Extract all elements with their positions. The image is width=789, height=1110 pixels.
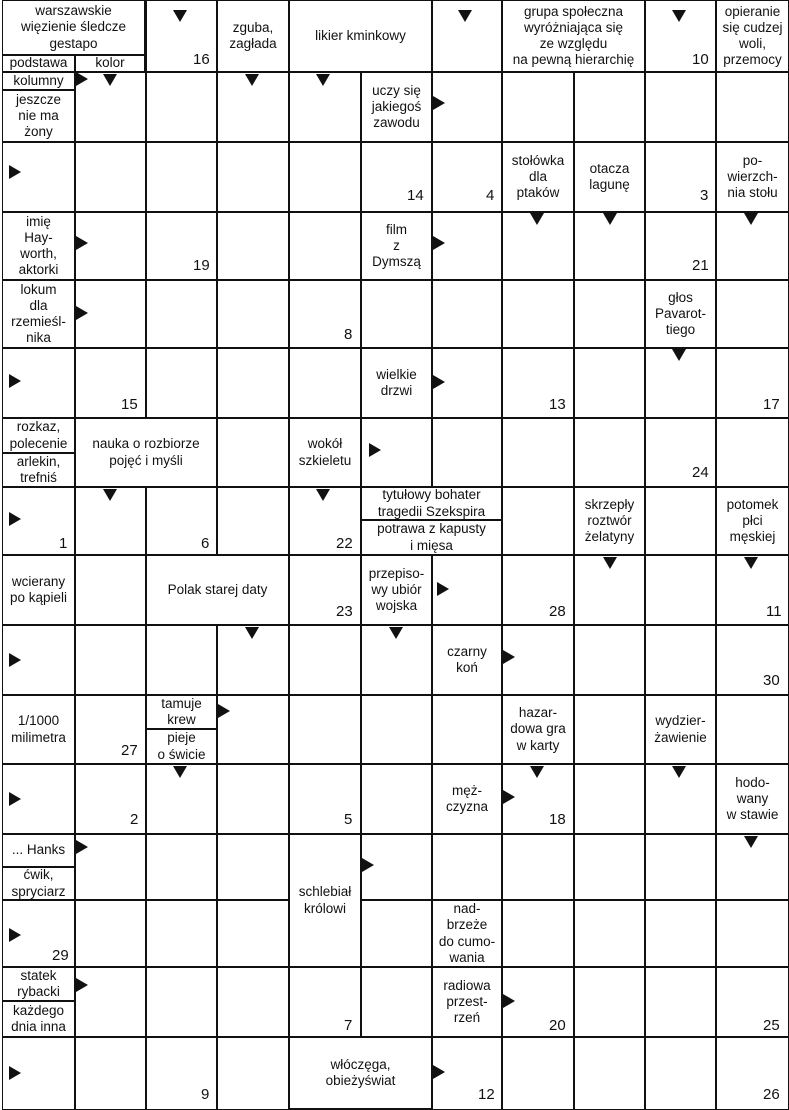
clue-box: wcierany po kąpieli — [2, 555, 75, 625]
answer-cell[interactable] — [502, 834, 574, 900]
flag-arrow-icon — [9, 1066, 21, 1080]
answer-cell[interactable] — [217, 1037, 289, 1110]
arrow-down-icon — [458, 10, 472, 22]
arrow-right-icon — [76, 978, 88, 992]
answer-cell[interactable] — [502, 418, 574, 487]
cell-number: 29 — [52, 947, 69, 964]
arrow-right-icon — [433, 236, 445, 250]
answer-cell[interactable] — [217, 418, 289, 487]
answer-cell[interactable] — [75, 900, 146, 967]
cell-number: 23 — [336, 603, 353, 620]
clue-box: warszawskie więzienie śledcze gestapo — [2, 0, 145, 55]
answer-cell[interactable] — [146, 900, 217, 967]
answer-cell[interactable] — [645, 834, 716, 900]
answer-cell[interactable] — [289, 625, 361, 695]
arrow-down-icon — [603, 557, 617, 569]
answer-cell[interactable] — [645, 72, 716, 142]
arrow-down-icon — [316, 74, 330, 86]
cell-number: 15 — [121, 396, 138, 413]
answer-cell[interactable] — [146, 834, 217, 900]
arrow-right-icon — [503, 650, 515, 664]
arrow-down-icon — [316, 489, 330, 501]
cell-number: 26 — [763, 1086, 780, 1103]
clue-box: grupa społeczna wyróżniająca się ze względu na pewną hierarchię — [502, 0, 645, 72]
clue-box: nauka o rozbiorze pojęć i myśli — [75, 418, 217, 487]
clue-box: każdego dnia inna — [2, 1001, 75, 1037]
cell-number: 4 — [486, 187, 495, 204]
answer-cell[interactable] — [146, 625, 217, 695]
answer-cell[interactable] — [716, 900, 789, 967]
flag-arrow-icon — [9, 653, 21, 667]
clue-box: hazar- dowa gra w karty — [502, 695, 574, 764]
answer-cell[interactable] — [361, 967, 432, 1037]
clue-box: męż- czyzna — [432, 764, 502, 834]
clue-box: film z Dymszą — [361, 212, 432, 280]
clue-box: wydzier- żawienie — [645, 695, 716, 764]
clue-box: uczy się jakiegoś zawodu — [361, 72, 432, 142]
arrow-down-icon — [744, 836, 758, 848]
answer-cell[interactable] — [432, 834, 502, 900]
answer-cell[interactable] — [146, 280, 217, 348]
answer-cell[interactable] — [432, 695, 502, 764]
clue-box: kolumny — [2, 72, 75, 90]
clue-box: hodo- wany w stawie — [716, 764, 789, 834]
clue-box: wokół szkieletu — [289, 418, 361, 487]
clue-box: włóczęga, obieżyświat — [289, 1037, 432, 1109]
answer-cell[interactable] — [289, 142, 361, 212]
answer-cell[interactable] — [502, 900, 574, 967]
cell-number: 10 — [692, 51, 709, 68]
answer-cell[interactable] — [716, 695, 789, 764]
arrow-down-icon — [173, 10, 187, 22]
arrow-right-icon — [76, 72, 88, 86]
arrow-right-icon — [76, 840, 88, 854]
clue-box: stołówka dla ptaków — [502, 142, 574, 212]
cell-number: 21 — [692, 257, 709, 274]
answer-cell[interactable] — [574, 625, 645, 695]
clue-box: ćwik, spryciarz — [2, 867, 75, 900]
answer-cell[interactable] — [217, 764, 289, 834]
arrow-down-icon — [530, 766, 544, 778]
cell-number: 11 — [766, 603, 782, 620]
answer-cell[interactable] — [645, 900, 716, 967]
answer-cell[interactable] — [574, 967, 645, 1037]
answer-cell[interactable] — [574, 418, 645, 487]
cell-number: 13 — [549, 396, 566, 413]
cell-number: 8 — [344, 326, 353, 343]
answer-cell[interactable] — [574, 834, 645, 900]
answer-cell[interactable] — [716, 280, 789, 348]
answer-cell[interactable] — [361, 695, 432, 764]
answer-cell[interactable] — [289, 348, 361, 418]
answer-cell[interactable] — [289, 212, 361, 280]
cell-number: 20 — [549, 1017, 566, 1034]
clue-box: kolor — [75, 55, 145, 72]
arrow-down-icon — [744, 213, 758, 225]
clue-box: rozkaz, polecenie — [2, 418, 75, 453]
arrow-right-icon — [218, 704, 230, 718]
answer-cell[interactable] — [361, 900, 432, 967]
answer-cell[interactable] — [574, 695, 645, 764]
clue-box: nad- brzeże do cumo- wania — [432, 900, 502, 967]
answer-cell[interactable] — [217, 900, 289, 967]
answer-cell[interactable] — [217, 280, 289, 348]
answer-cell[interactable] — [574, 280, 645, 348]
answer-cell[interactable] — [217, 487, 289, 555]
arrow-down-icon — [245, 74, 259, 86]
arrow-down-icon — [744, 557, 758, 569]
arrow-down-icon — [245, 627, 259, 639]
arrow-down-icon — [389, 627, 403, 639]
flag-arrow-icon — [9, 512, 21, 526]
answer-cell[interactable] — [146, 348, 217, 418]
answer-cell[interactable] — [574, 764, 645, 834]
cell-number: 6 — [201, 535, 210, 552]
answer-cell[interactable] — [716, 72, 789, 142]
arrow-right-icon — [76, 236, 88, 250]
clue-box: potomek płci męskiej — [716, 487, 789, 555]
cell-number: 25 — [763, 1017, 780, 1034]
answer-cell[interactable] — [361, 764, 432, 834]
answer-cell[interactable] — [217, 834, 289, 900]
arrow-down-icon — [672, 349, 686, 361]
clue-box: tytułowy bohater tragedii Szekspira — [361, 487, 502, 520]
clue-box: schlebiał królowi — [289, 834, 361, 967]
clue-box: ... Hanks — [2, 834, 75, 867]
answer-cell[interactable] — [645, 1037, 716, 1110]
clue-box: imię Hay- worth, aktorki — [2, 212, 75, 280]
answer-cell[interactable] — [716, 418, 789, 487]
flag-arrow-icon — [9, 928, 21, 942]
clue-box: wielkie drzwi — [361, 348, 432, 418]
clue-box: 1/1000 milimetra — [2, 695, 75, 764]
answer-cell[interactable] — [217, 967, 289, 1037]
answer-cell[interactable] — [645, 487, 716, 555]
cell-number: 3 — [700, 187, 709, 204]
clue-box: otacza lagunę — [574, 142, 645, 212]
arrow-down-icon — [672, 10, 686, 22]
arrow-down-icon — [103, 489, 117, 501]
clue-box: tamuje krew — [146, 695, 217, 729]
answer-cell[interactable] — [574, 1037, 645, 1110]
arrow-down-icon — [672, 766, 686, 778]
cell-number: 16 — [193, 51, 210, 68]
answer-cell[interactable] — [502, 72, 574, 142]
answer-cell[interactable] — [645, 625, 716, 695]
arrow-down-icon — [103, 74, 117, 86]
clue-box: opieranie się cudzej woli, przemocy — [716, 0, 789, 72]
cell-number: 28 — [549, 603, 566, 620]
clue-box: podstawa — [2, 55, 75, 72]
cell-number: 7 — [344, 1017, 353, 1034]
cell-number: 2 — [130, 811, 139, 828]
arrow-down-icon — [530, 213, 544, 225]
cell-number: 17 — [763, 396, 780, 413]
answer-cell[interactable] — [645, 555, 716, 625]
cell-number: 19 — [193, 257, 210, 274]
clue-box: głos Pavarot- tiego — [645, 280, 716, 348]
answer-cell[interactable] — [146, 72, 217, 142]
clue-box: zguba, zagłada — [217, 0, 289, 72]
answer-cell[interactable] — [645, 967, 716, 1037]
clue-box: likier kminkowy — [289, 0, 432, 72]
cell-number: 9 — [201, 1086, 210, 1103]
cell-number: 14 — [407, 187, 424, 204]
flag-arrow-icon — [9, 792, 21, 806]
clue-box: pieje o świcie — [146, 729, 217, 764]
answer-cell[interactable] — [432, 280, 502, 348]
clue-box: czarny koń — [432, 625, 502, 695]
answer-cell[interactable] — [146, 142, 217, 212]
cell-number: 27 — [121, 742, 138, 759]
answer-cell[interactable] — [217, 348, 289, 418]
flag-arrow-icon — [369, 443, 381, 457]
answer-cell[interactable] — [289, 695, 361, 764]
clue-box: po- wierzch- nia stołu — [716, 142, 789, 212]
answer-cell[interactable] — [574, 900, 645, 967]
arrow-down-icon — [603, 213, 617, 225]
cell-number: 5 — [344, 811, 353, 828]
cell-number: 24 — [692, 464, 709, 481]
cell-number: 30 — [763, 672, 780, 689]
flag-arrow-icon — [9, 165, 21, 179]
arrow-right-icon — [437, 582, 449, 596]
answer-cell[interactable] — [502, 487, 574, 555]
clue-box: statek rybacki — [2, 967, 75, 1001]
arrow-right-icon — [433, 1065, 445, 1079]
answer-cell[interactable] — [361, 280, 432, 348]
cell-number: 18 — [549, 811, 566, 828]
answer-cell[interactable] — [432, 418, 502, 487]
cell-number: 12 — [478, 1086, 495, 1103]
clue-box: skrzepły roztwór żelatyny — [574, 487, 645, 555]
clue-box: Polak starej daty — [146, 555, 289, 625]
arrow-right-icon — [76, 306, 88, 320]
arrow-right-icon — [503, 790, 515, 804]
answer-cell[interactable] — [75, 1037, 146, 1110]
clue-box: arlekin, trefniś — [2, 453, 75, 487]
answer-cell[interactable] — [217, 142, 289, 212]
arrow-down-icon — [173, 766, 187, 778]
arrow-right-icon — [433, 375, 445, 389]
answer-cell[interactable] — [502, 280, 574, 348]
answer-cell[interactable] — [75, 625, 146, 695]
cell-number: 1 — [59, 535, 68, 552]
answer-cell[interactable] — [502, 1037, 574, 1110]
answer-cell[interactable] — [217, 212, 289, 280]
arrow-right-icon — [433, 96, 445, 110]
answer-cell[interactable] — [75, 142, 146, 212]
clue-box: radiowa przest- rzeń — [432, 967, 502, 1037]
flag-arrow-icon — [9, 374, 21, 388]
answer-cell[interactable] — [574, 72, 645, 142]
clue-box: lokum dla rzemieśl- nika — [2, 280, 75, 348]
cell-number: 22 — [336, 535, 353, 552]
answer-cell[interactable] — [574, 348, 645, 418]
answer-cell[interactable] — [75, 555, 146, 625]
clue-box: potrawa z kapusty i mięsa — [361, 520, 502, 555]
clue-box: jeszcze nie ma żony — [2, 90, 75, 142]
arrow-right-icon — [503, 994, 515, 1008]
arrow-right-icon — [362, 858, 374, 872]
answer-cell[interactable] — [146, 967, 217, 1037]
clue-box: przepiso- wy ubiór wojska — [361, 555, 432, 625]
